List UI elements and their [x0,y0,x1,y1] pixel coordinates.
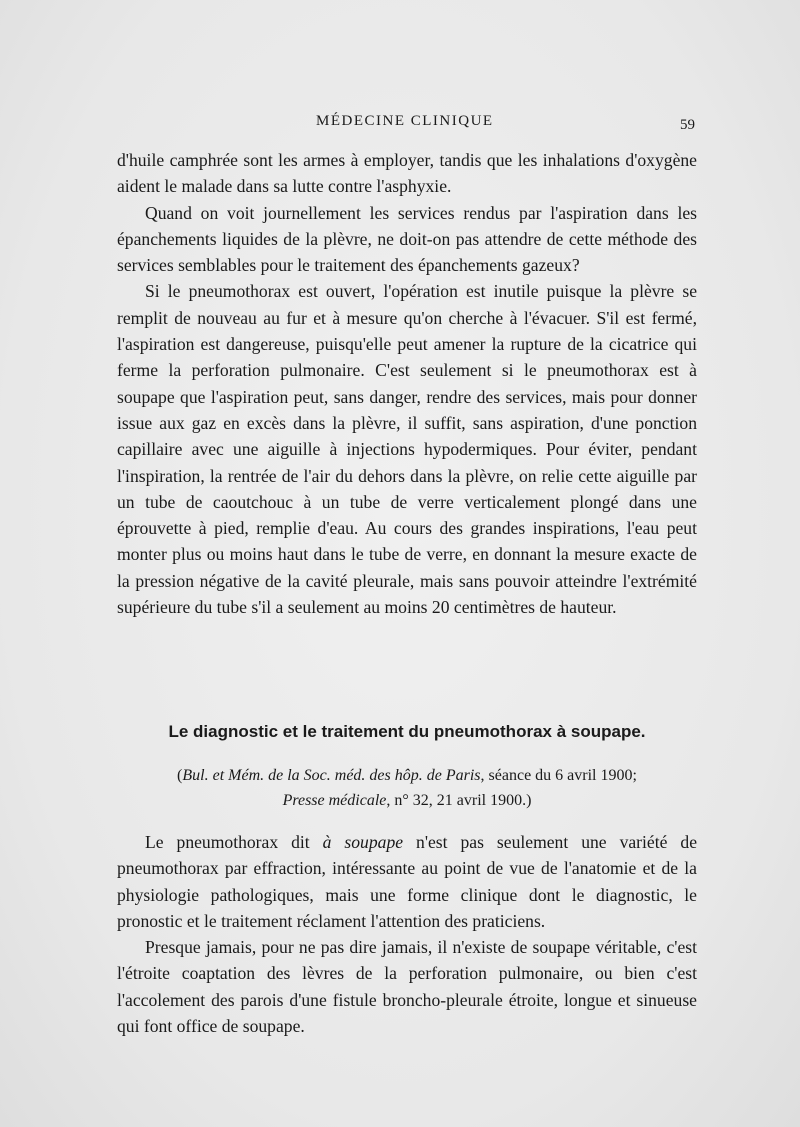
page-number: 59 [680,117,695,133]
citation-open-paren: ( [177,767,183,784]
running-head: MÉDECINE CLINIQUE [316,113,494,129]
paragraph: Quand on voit journellement les services rendus par l'aspiration dans les épanchements liquides de la plèvre, ne doit-on pas attendre de cette méthode des services semblables pour le traitement des épanchements gazeux? [117,202,697,276]
citation-press: Presse médicale [282,792,387,809]
paragraph-text: n'est pas seulement une variété de pneumothorax par effraction, intéressante au point de vue de l'anatomie et de la physiologie pathologiques, mais une forme clinique dont le diagnostic, le pronostic et le traitement réclament l'attention des praticiens. [117,832,697,931]
citation-issue: , n° 32, 21 avril 1900.) [386,792,532,809]
italic-term: à soupape [322,832,404,852]
paragraph [117,829,697,934]
citation-journal: Bul. et Mém. de la Soc. méd. des hôp. de Paris [182,767,481,784]
paragraph: Si le pneumothorax est ouvert, l'opération est inutile puisque la plèvre se remplit de nouveau au fur et à mesure qu'on cherche à l'évacuer. S'il est fermé, l'aspiration est dangereuse, puisqu'elle peut amener la rupture de la cicatrice qui ferme la perforation pulmonaire. C'est seulement si le pneumothorax est à soupape que l'aspiration peut, sans danger, rendre des services, mais pour donner issue aux gaz en excès dans la plèvre, il suffit, sans aspiration, d'une ponction capillaire avec une aiguille à injections hypodermiques. Pour éviter, pendant l'inspiration, la rentrée de l'air du dehors dans la plèvre, on relie cette aiguille par un tube de caoutchouc à un tube de verre verticalement plongé dans une éprouvette à pied, remplie d'eau. Au cours des grandes inspirations, l'eau peut monter plus ou moins haut dans le tube de verre, en donnant la mesure exacte de la pression négative de la cavité pleurale, mais sans pouvoir atteindre l'extrémité supérieure du tube s'il a seulement au moins 20 centimètres de hauteur. [117,281,697,618]
text-block-bottom [117,829,697,1039]
paragraph: d'huile camphrée sont les armes à employer, tandis que les inhalations d'oxygène aident le malade dans sa lutte contre l'asphyxie. [117,150,697,197]
citation [117,763,697,813]
paragraph-text: Le pneumothorax dit [145,832,323,852]
text-block-top [117,147,697,620]
paragraph: Presque jamais, pour ne pas dire jamais, il n'existe de soupape véritable, c'est l'étroite coaptation des lèvres de la perforation pulmonaire, ou bien c'est l'accolement des parois d'une fistule broncho-pleurale étroite, longue et sinueuse qui font office de soupape. [117,937,697,1037]
citation-session: , séance du 6 avril 1900; [480,767,637,784]
section-title: Le diagnostic et le traitement du pneumothorax à soupape. [168,722,646,741]
